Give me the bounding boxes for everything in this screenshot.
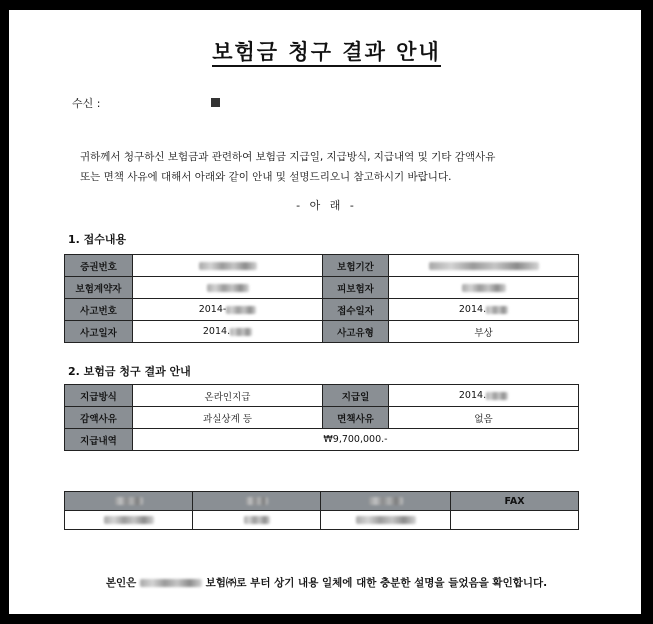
payment-table [64, 384, 579, 451]
table-row [65, 407, 579, 429]
table-row [65, 511, 579, 530]
table-row [65, 429, 579, 451]
table-value [133, 255, 323, 277]
table-row [65, 277, 579, 299]
redacted-recipient [211, 98, 220, 107]
value-text: 2014. [458, 304, 487, 315]
table-row [65, 492, 579, 511]
table-value: 온라인지급 [133, 385, 323, 407]
table-value [133, 321, 323, 343]
section1-heading: 1. 접수내용 [68, 233, 127, 246]
table-header [193, 492, 321, 511]
redacted-value [226, 306, 256, 314]
intro-line: 귀하께서 청구하신 보험금과 관련하여 보험금 지급일, 지급방식, 지급내역 및 기타 감액사유 [80, 151, 496, 163]
intro-line: 또는 면책 사유에 대해서 아래와 같이 안내 및 설명드리오니 참고하시기 바랍니다. [80, 171, 452, 183]
redacted-value [244, 516, 270, 524]
table-value [451, 511, 579, 530]
table-header [65, 492, 193, 511]
redacted-value [104, 516, 154, 524]
redacted-value [486, 392, 508, 400]
table-value [389, 385, 579, 407]
table-label: 접수일자 [323, 299, 389, 321]
recipient-label: 수신 : [72, 97, 101, 110]
confirm-suffix: 보험㈜로 부터 상기 내용 일체에 대한 충분한 설명을 들었음을 확인합니다. [205, 577, 548, 589]
table-header-fax: FAX [451, 492, 579, 511]
table-label: 보험계약자 [65, 277, 133, 299]
table-label: 증권번호 [65, 255, 133, 277]
table-label: 사고일자 [65, 321, 133, 343]
table-value: 과실상계 등 [133, 407, 323, 429]
table-row [65, 321, 579, 343]
redacted-value [369, 497, 403, 505]
table-label: 사고번호 [65, 299, 133, 321]
table-label: 면책사유 [323, 407, 389, 429]
table-label: 감액사유 [65, 407, 133, 429]
payment-amount: ₩9,700,000.- [133, 429, 579, 451]
contact-table [64, 491, 579, 530]
table-value [389, 299, 579, 321]
redacted-value [356, 516, 416, 524]
table-value [133, 277, 323, 299]
table-row [65, 255, 579, 277]
reception-table [64, 254, 579, 343]
table-value: 부상 [389, 321, 579, 343]
table-label: 지급일 [323, 385, 389, 407]
redacted-value [230, 328, 252, 336]
table-label: 보험기간 [323, 255, 389, 277]
redacted-value [429, 262, 539, 270]
table-value [65, 511, 193, 530]
table-value [389, 277, 579, 299]
value-text: 2014- [198, 304, 227, 315]
table-value [193, 511, 321, 530]
table-header [321, 492, 451, 511]
redacted-value [486, 306, 508, 314]
confirmation-statement [0, 575, 653, 590]
document-title: 보험금 청구 결과 안내 [0, 36, 653, 66]
redacted-value [246, 497, 268, 505]
table-value [321, 511, 451, 530]
separator-text: - 아 래 - [296, 199, 357, 212]
table-label: 지급내역 [65, 429, 133, 451]
table-label: 피보험자 [323, 277, 389, 299]
table-row [65, 385, 579, 407]
redacted-value [207, 284, 249, 292]
table-label: 지급방식 [65, 385, 133, 407]
redacted-value [199, 262, 257, 270]
value-text: 2014. [458, 390, 487, 401]
redacted-value [462, 284, 506, 292]
value-text: 2014. [202, 326, 231, 337]
redacted-value [140, 579, 202, 587]
intro-text [80, 147, 495, 187]
redacted-value [115, 497, 143, 505]
table-value [133, 299, 323, 321]
section2-heading: 2. 보험금 청구 결과 안내 [68, 365, 191, 378]
table-label: 사고유형 [323, 321, 389, 343]
confirm-prefix: 본인은 [105, 577, 137, 589]
table-value [389, 255, 579, 277]
table-row [65, 299, 579, 321]
table-value: 없음 [389, 407, 579, 429]
